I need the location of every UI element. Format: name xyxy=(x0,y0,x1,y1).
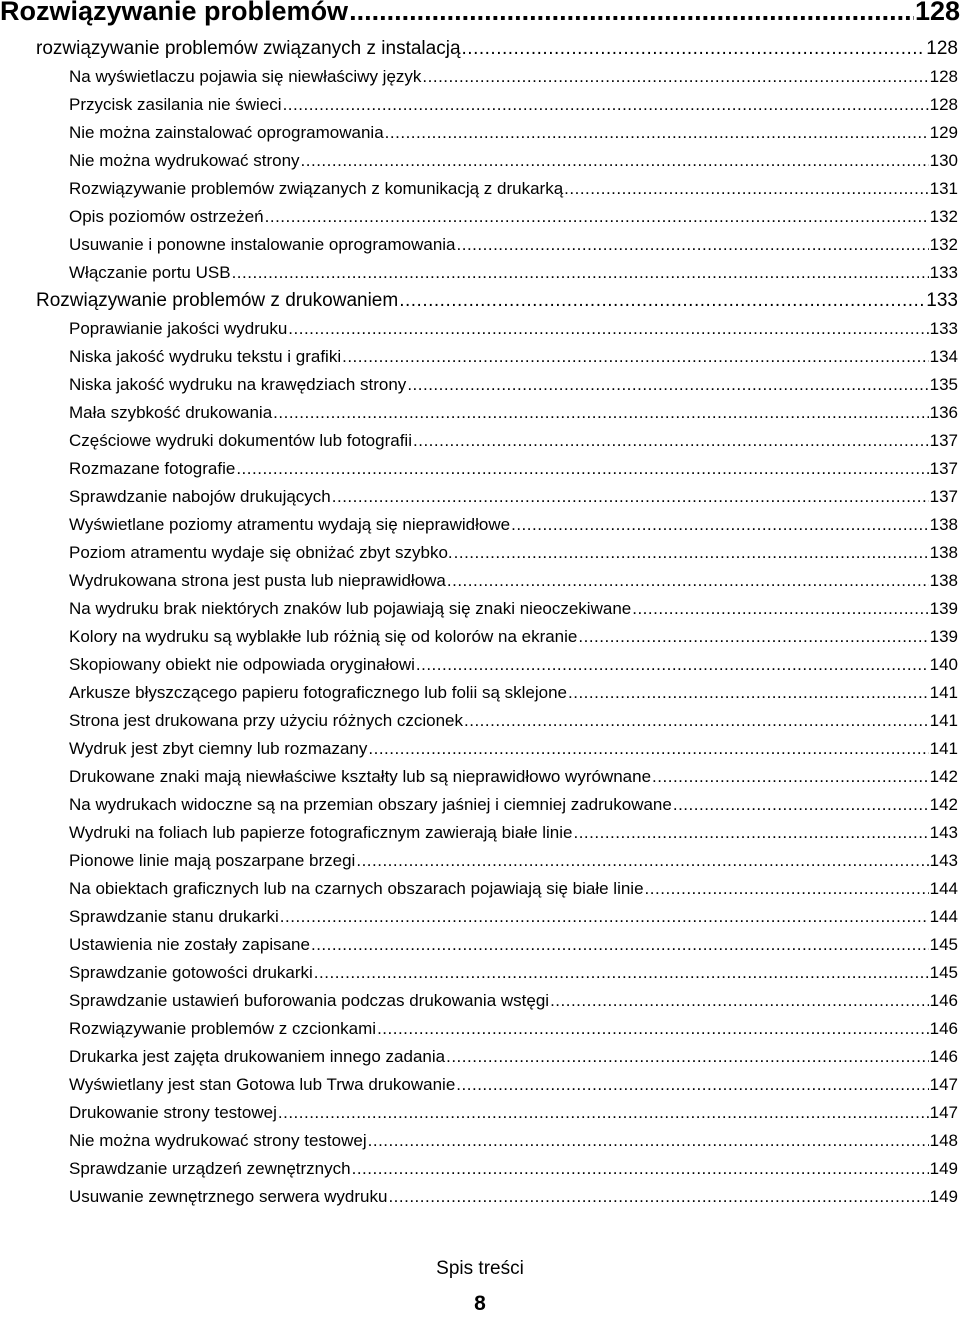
toc-subsection-entry[interactable] xyxy=(0,820,960,846)
toc-dot-leader xyxy=(349,0,914,26)
toc-entry-label: Częściowe wydruki dokumentów lub fotografii xyxy=(69,431,412,450)
toc-entry-page: 134 xyxy=(929,347,958,366)
toc-entry-label: Poziom atramentu wydaje się obniżać zbyt szybko. xyxy=(69,543,453,562)
toc-entry-page: 132 xyxy=(929,235,958,254)
toc-subsection-entry[interactable] xyxy=(0,176,960,202)
toc-dot-leader xyxy=(446,1044,929,1070)
toc-entry-label: Nie można zainstalować oprogramowania xyxy=(69,123,384,142)
toc-dot-leader xyxy=(456,1072,928,1098)
toc-subsection-entry[interactable] xyxy=(0,1100,960,1126)
toc-subsection-entry[interactable] xyxy=(0,1072,960,1098)
toc-entry-page: 141 xyxy=(929,711,958,730)
toc-entry-page: 146 xyxy=(929,1047,958,1066)
toc-entry-label: Drukarka jest zajęta drukowaniem innego zadania xyxy=(69,1047,446,1066)
toc-dot-leader xyxy=(464,708,929,734)
toc-subsection-entry[interactable] xyxy=(0,1128,960,1154)
toc-subsection-entry[interactable] xyxy=(0,428,960,454)
toc-subsection-entry[interactable] xyxy=(0,372,960,398)
toc-dot-leader xyxy=(673,792,929,818)
toc-subsection-entry[interactable] xyxy=(0,64,960,90)
toc-entry-label: Strona jest drukowana przy użyciu różnych czcionek xyxy=(69,711,464,730)
toc-entry-label: Ustawienia nie zostały zapisane xyxy=(69,935,310,954)
toc-subsection-entry[interactable] xyxy=(0,1184,960,1210)
toc-entry-page: 139 xyxy=(929,627,958,646)
toc-subsection-entry[interactable] xyxy=(0,92,960,118)
toc-entry-page: 144 xyxy=(929,907,958,926)
toc-entry-label: Rozwiązywanie problemów związanych z komunikacją z drukarką xyxy=(69,179,564,198)
toc-dot-leader xyxy=(265,204,929,230)
footer-section-title: Spis treści xyxy=(436,1258,524,1279)
toc-entry-label: Sprawdzanie gotowości drukarki xyxy=(69,963,313,982)
toc-entry-label: Niska jakość wydruku na krawędziach strony xyxy=(69,375,407,394)
toc-dot-leader xyxy=(332,484,929,510)
toc-entry-page: 139 xyxy=(929,599,958,618)
toc-entry-label: Sprawdzanie ustawień buforowania podczas drukowania wstęgi xyxy=(69,991,550,1010)
toc-entry-label: Na wydruku brak niektórych znaków lub pojawiają się znaki nieoczekiwane xyxy=(69,599,632,618)
toc-subsection-entry[interactable] xyxy=(0,988,960,1014)
toc-dot-leader xyxy=(447,568,929,594)
toc-section-entry[interactable] xyxy=(0,36,960,62)
toc-subsection-entry[interactable] xyxy=(0,1044,960,1070)
toc-entry-page: 138 xyxy=(929,515,958,534)
toc-entry-page: 138 xyxy=(929,543,958,562)
toc-entry-page: 143 xyxy=(929,823,958,842)
toc-dot-leader xyxy=(511,512,929,538)
toc-subsection-entry[interactable] xyxy=(0,624,960,650)
toc-entry-page: 146 xyxy=(929,991,958,1010)
toc-entry-label: Poprawianie jakości wydruku xyxy=(69,319,288,338)
toc-subsection-entry[interactable] xyxy=(0,680,960,706)
toc-entry-page: 138 xyxy=(929,571,958,590)
toc-dot-leader xyxy=(407,372,928,398)
toc-subsection-entry[interactable] xyxy=(0,568,960,594)
toc-entry-label: Rozwiązywanie problemów xyxy=(0,0,349,26)
toc-subsection-entry[interactable] xyxy=(0,232,960,258)
toc-entry-page: 144 xyxy=(929,879,958,898)
toc-dot-leader xyxy=(232,260,929,286)
toc-entry-page: 133 xyxy=(929,319,958,338)
toc-subsection-entry[interactable] xyxy=(0,764,960,790)
toc-entry-page: 149 xyxy=(929,1159,958,1178)
toc-subsection-entry[interactable] xyxy=(0,1156,960,1182)
toc-entry-page: 142 xyxy=(929,767,958,786)
toc-subsection-entry[interactable] xyxy=(0,792,960,818)
toc-chapter-entry[interactable] xyxy=(0,0,960,26)
toc-entry-label: Wyświetlany jest stan Gotowa lub Trwa drukowanie xyxy=(69,1075,456,1094)
toc-subsection-entry[interactable] xyxy=(0,512,960,538)
toc-entry-page: 140 xyxy=(929,655,958,674)
toc-dot-leader xyxy=(273,400,928,426)
toc-subsection-entry[interactable] xyxy=(0,960,960,986)
toc-subsection-entry[interactable] xyxy=(0,932,960,958)
toc-subsection-entry[interactable] xyxy=(0,848,960,874)
toc-entry-page: 137 xyxy=(929,459,958,478)
toc-entry-label: Opis poziomów ostrzeżeń xyxy=(69,207,264,226)
toc-entry-page: 135 xyxy=(929,375,958,394)
toc-entry-label: Na wyświetlaczu pojawia się niewłaściwy język xyxy=(69,67,422,86)
toc-entry-label: Sprawdzanie stanu drukarki xyxy=(69,907,279,926)
toc-dot-leader xyxy=(422,64,928,90)
toc-entry-label: Sprawdzanie urządzeń zewnętrznych xyxy=(69,1159,351,1178)
toc-subsection-entry[interactable] xyxy=(0,652,960,678)
toc-dot-leader xyxy=(645,876,929,902)
toc-entry-label: Wydruk jest zbyt ciemny lub rozmazany xyxy=(69,739,368,758)
toc-entry-label: Wyświetlane poziomy atramentu wydają się nieprawidłowe xyxy=(69,515,511,534)
toc-entry-label: Drukowanie strony testowej xyxy=(69,1103,277,1122)
toc-dot-leader xyxy=(352,1156,929,1182)
toc-dot-leader xyxy=(573,820,928,846)
toc-dot-leader xyxy=(564,176,928,202)
toc-entry-label: rozwiązywanie problemów związanych z instalacją xyxy=(36,38,461,59)
toc-subsection-entry[interactable] xyxy=(0,316,960,342)
toc-dot-leader xyxy=(283,92,929,118)
toc-entry-label: Wydrukowana strona jest pusta lub nieprawidłowa xyxy=(69,571,446,590)
toc-subsection-entry[interactable] xyxy=(0,708,960,734)
toc-entry-page: 145 xyxy=(929,963,958,982)
toc-subsection-entry[interactable] xyxy=(0,204,960,230)
toc-entry-page: 137 xyxy=(929,431,958,450)
toc-entry-page: 148 xyxy=(929,1131,958,1150)
toc-dot-leader xyxy=(457,232,929,258)
toc-dot-leader xyxy=(413,428,929,454)
toc-entry-page: 147 xyxy=(929,1075,958,1094)
toc-subsection-entry[interactable] xyxy=(0,904,960,930)
toc-entry-page: 129 xyxy=(929,123,958,142)
toc-entry-label: Drukowane znaki mają niewłaściwe kształty lub są nieprawidłowo wyrównane xyxy=(69,767,652,786)
toc-entry-label: Mała szybkość drukowania xyxy=(69,403,273,422)
footer-page-number: 8 xyxy=(474,1292,486,1315)
toc-entry-label: Arkusze błyszczącego papieru fotograficznego lub folii są sklejone xyxy=(69,683,567,702)
toc-subsection-entry[interactable] xyxy=(0,596,960,622)
toc-entry-label: Rozwiązywanie problemów z czcionkami xyxy=(69,1019,377,1038)
toc-entry-label: Niska jakość wydruku tekstu i grafiki xyxy=(69,347,342,366)
toc-subsection-entry[interactable] xyxy=(0,148,960,174)
toc-entry-page: 133 xyxy=(929,263,958,282)
toc-entry-page: 128 xyxy=(929,67,958,86)
toc-dot-leader xyxy=(462,36,926,62)
toc-entry-page: 142 xyxy=(929,795,958,814)
toc-dot-leader xyxy=(385,120,929,146)
toc-dot-leader xyxy=(342,344,929,370)
toc-dot-leader xyxy=(311,932,929,958)
toc-dot-leader xyxy=(454,540,929,566)
toc-entry-label: Na obiektach graficznych lub na czarnych obszarach pojawiają się białe linie xyxy=(69,879,644,898)
toc-subsection-entry[interactable] xyxy=(0,260,960,286)
toc-entry-page: 136 xyxy=(929,403,958,422)
toc-dot-leader xyxy=(368,1128,929,1154)
toc-entry-page: 128 xyxy=(929,95,958,114)
toc-subsection-entry[interactable] xyxy=(0,484,960,510)
toc-dot-leader xyxy=(652,764,929,790)
toc-entry-label: Nie można wydrukować strony testowej xyxy=(69,1131,367,1150)
toc-dot-leader xyxy=(356,848,928,874)
toc-subsection-entry[interactable] xyxy=(0,120,960,146)
toc-entry-page: 149 xyxy=(929,1187,958,1206)
toc-entry-label: Nie można wydrukować strony xyxy=(69,151,300,170)
toc-entry-page: 131 xyxy=(929,179,958,198)
toc-entry-page: 147 xyxy=(929,1103,958,1122)
toc-subsection-entry[interactable] xyxy=(0,344,960,370)
toc-entry-label: Usuwanie i ponowne instalowanie oprogramowania xyxy=(69,235,456,254)
toc-subsection-entry[interactable] xyxy=(0,1016,960,1042)
toc-entry-label: Sprawdzanie nabojów drukujących xyxy=(69,487,331,506)
toc-entry-label: Na wydrukach widoczne są na przemian obszary jaśniej i ciemniej zadrukowane xyxy=(69,795,672,814)
toc-dot-leader xyxy=(236,456,928,482)
toc-entry-page: 145 xyxy=(929,935,958,954)
toc-entry-label: Wydruki na foliach lub papierze fotograficznym zawierają białe linie xyxy=(69,823,573,842)
toc-subsection-entry[interactable] xyxy=(0,876,960,902)
toc-dot-leader xyxy=(368,736,928,762)
toc-entry-label: Rozwiązywanie problemów z drukowaniem xyxy=(36,290,399,311)
toc-entry-label: Przycisk zasilania nie świeci xyxy=(69,95,282,114)
toc-entry-page: 128 xyxy=(914,0,960,26)
toc-subsection-entry[interactable] xyxy=(0,456,960,482)
toc-entry-label: Kolory na wydruku są wyblakłe lub różnią się od kolorów na ekranie xyxy=(69,627,578,646)
toc-entry-page: 141 xyxy=(929,739,958,758)
toc-section-entry[interactable] xyxy=(0,288,960,314)
toc-subsection-entry[interactable] xyxy=(0,736,960,762)
toc-subsection-entry[interactable] xyxy=(0,400,960,426)
toc-dot-leader xyxy=(288,316,928,342)
toc-entry-label: Rozmazane fotografie xyxy=(69,459,236,478)
toc-dot-leader xyxy=(568,680,929,706)
toc-dot-leader xyxy=(632,596,928,622)
toc-entry-page: 128 xyxy=(926,38,958,59)
toc-entry-page: 143 xyxy=(929,851,958,870)
toc-dot-leader xyxy=(301,148,929,174)
toc-entry-label: Skopiowany obiekt nie odpowiada oryginałowi xyxy=(69,655,415,674)
toc-entry-page: 137 xyxy=(929,487,958,506)
toc-dot-leader xyxy=(416,652,929,678)
toc-dot-leader xyxy=(550,988,929,1014)
toc-dot-leader xyxy=(377,1016,929,1042)
toc-entry-label: Włączanie portu USB xyxy=(69,263,231,282)
toc-entry-page: 133 xyxy=(926,290,958,311)
toc-entry-page: 141 xyxy=(929,683,958,702)
toc-entry-label: Pionowe linie mają poszarpane brzegi xyxy=(69,851,356,870)
toc-dot-leader xyxy=(388,1184,928,1210)
toc-dot-leader xyxy=(578,624,928,650)
toc-dot-leader xyxy=(278,1100,929,1126)
toc-entry-page: 130 xyxy=(929,151,958,170)
toc-subsection-entry[interactable] xyxy=(0,540,960,566)
toc-dot-leader xyxy=(280,904,929,930)
toc-entry-page: 132 xyxy=(929,207,958,226)
toc-entry-page: 146 xyxy=(929,1019,958,1038)
toc-dot-leader xyxy=(399,288,925,314)
toc-dot-leader xyxy=(314,960,929,986)
toc-entry-label: Usuwanie zewnętrznego serwera wydruku xyxy=(69,1187,388,1206)
